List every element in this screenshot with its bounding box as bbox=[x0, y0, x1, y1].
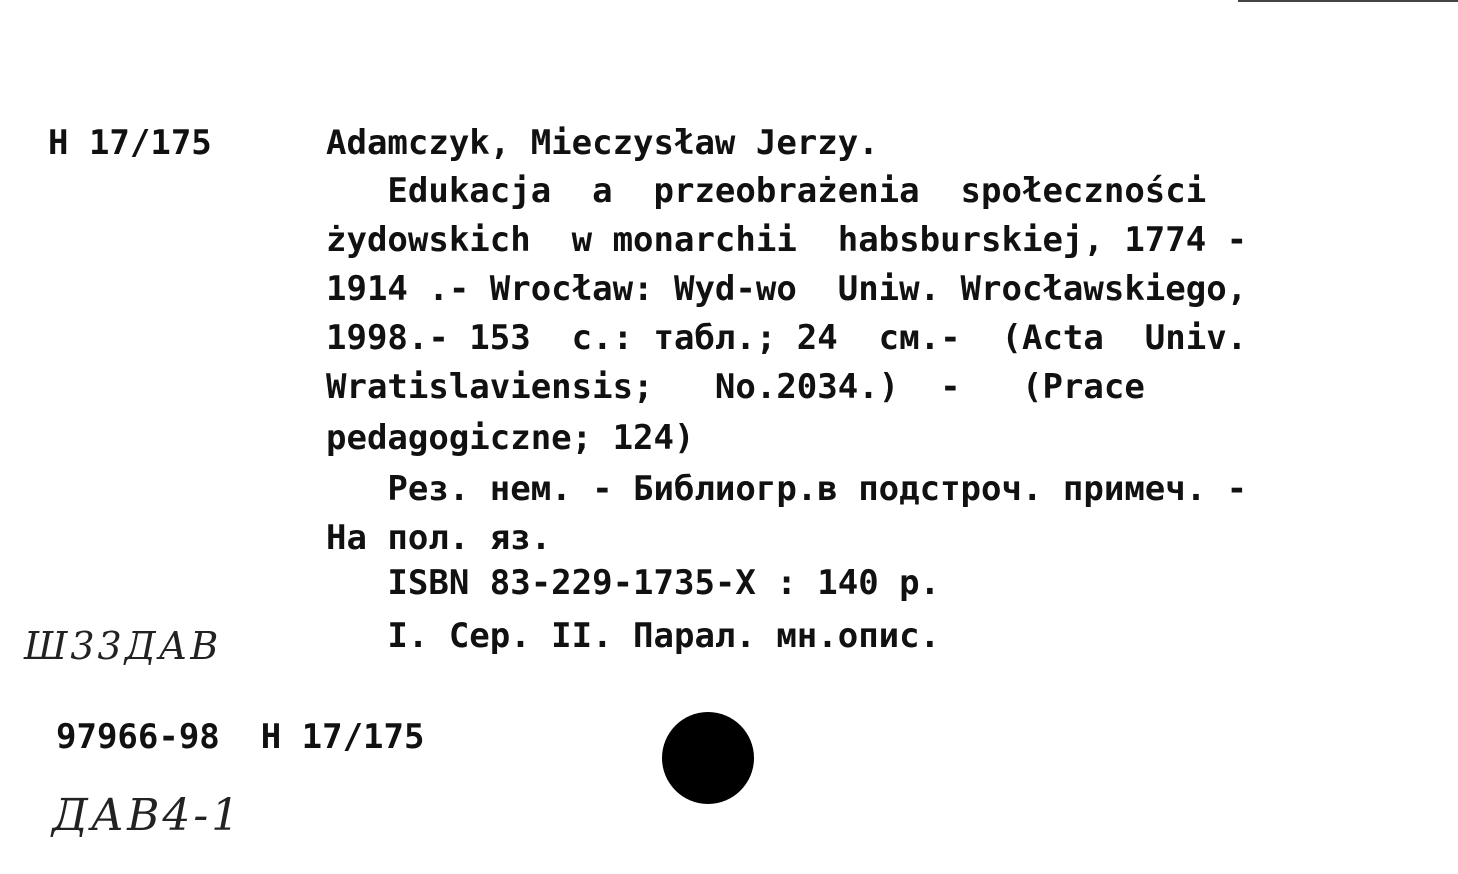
top-rule bbox=[1238, 0, 1458, 2]
handwritten-code: Ш33ДАВ bbox=[24, 624, 222, 668]
body-line-10: ISBN 83-229-1735-X : 140 р. bbox=[326, 563, 941, 603]
call-number: H 17/175 bbox=[48, 123, 212, 163]
body-line-6: Wratislaviensis; No.2034.) - (Prace bbox=[326, 367, 1145, 407]
handwritten-bottom-code: ДАВ4-1 bbox=[52, 790, 243, 841]
punch-hole-dot bbox=[662, 712, 754, 804]
body-line-5: 1998.- 153 c.: табл.; 24 см.- (Acta Univ. bbox=[326, 318, 1248, 358]
body-line-1: Adamczyk, Mieczysław Jerzy. bbox=[326, 123, 879, 163]
body-line-3: żydowskich w monarchii habsburskiej, 1774 - bbox=[326, 220, 1248, 260]
body-line-8: Рез. нем. - Библиогр.в подстроч. примеч. - bbox=[326, 469, 1248, 509]
body-line-9: На пол. яз. bbox=[326, 518, 552, 558]
body-line-4: 1914 .- Wrocław: Wyd-wo Uniw. Wrocławskiego, bbox=[326, 269, 1248, 309]
body-line-11: I. Сер. II. Парал. мн.опис. bbox=[326, 616, 941, 656]
body-line-7: pedagogiczne; 124) bbox=[326, 418, 695, 458]
body-line-2: Edukacja a przeobrażenia społeczności bbox=[326, 171, 1207, 211]
accession-line: 97966-98 H 17/175 bbox=[56, 717, 425, 757]
